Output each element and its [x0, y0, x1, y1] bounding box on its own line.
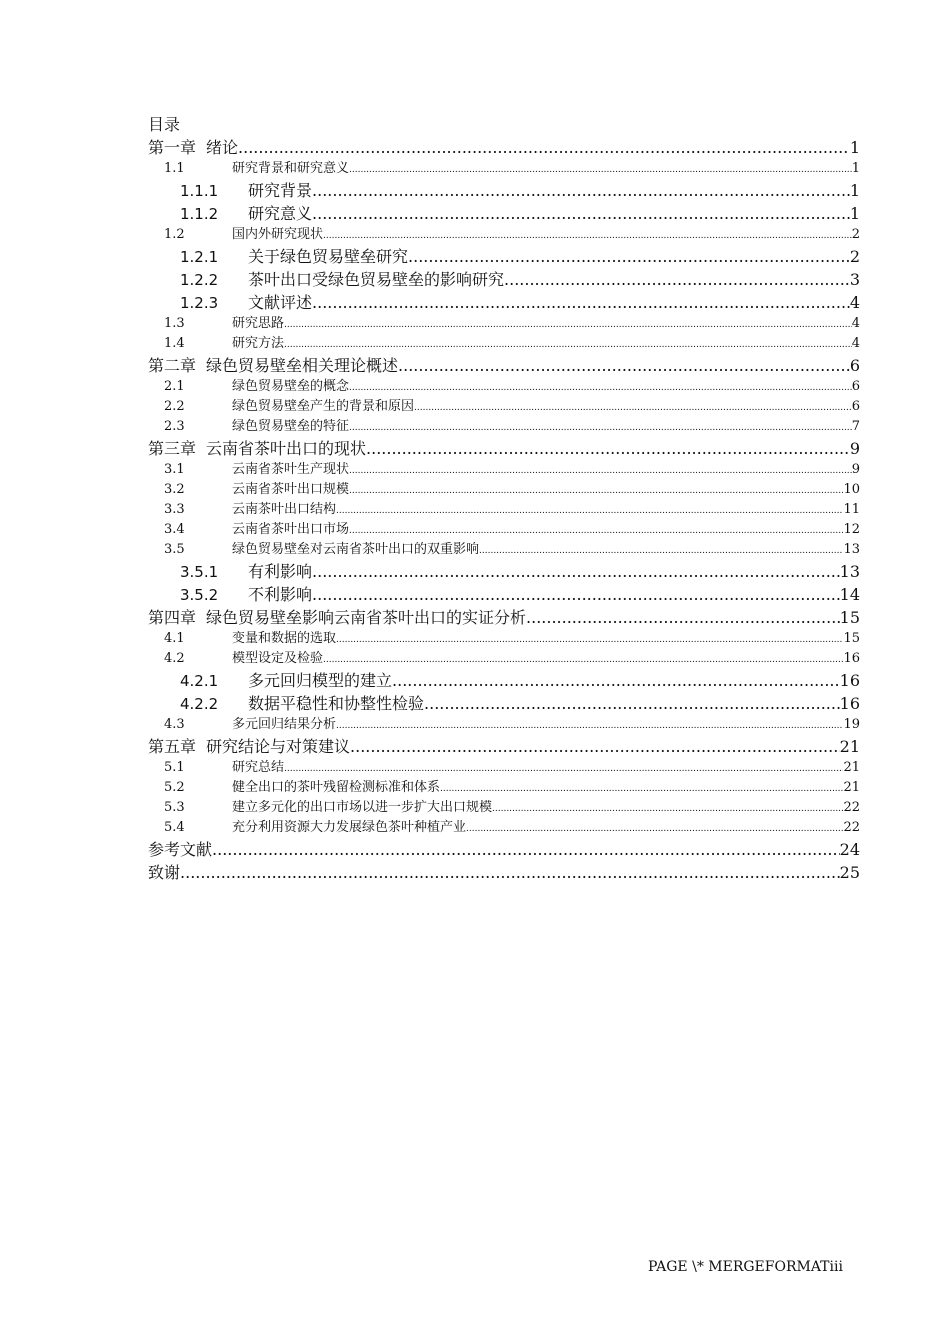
toc-entry[interactable] — [148, 480, 860, 500]
toc-entry-page-number: 16 — [839, 694, 860, 713]
toc-entry-title: 参考文献 — [148, 840, 213, 859]
dot-leader — [526, 606, 840, 629]
dot-leader — [312, 560, 840, 583]
table-of-contents — [148, 114, 860, 884]
dot-leader — [212, 838, 840, 861]
toc-entry[interactable] — [148, 397, 860, 417]
toc-entry[interactable] — [148, 500, 860, 520]
toc-entry-title: 绿色贸易壁垒的特征 — [232, 419, 350, 434]
toc-entry-number: 第一章 — [148, 138, 197, 157]
toc-entry-title: 云南省茶叶出口市场 — [232, 522, 350, 537]
toc-entry[interactable] — [148, 202, 860, 225]
toc-entry-page-number: 16 — [843, 651, 860, 666]
toc-entry[interactable] — [148, 606, 860, 629]
toc-entry[interactable] — [148, 560, 860, 583]
toc-entry-page-number: 16 — [839, 671, 860, 690]
toc-entry-number: 4.2.2 — [180, 695, 219, 713]
toc-entry-title: 绿色贸易壁垒产生的背景和原因 — [232, 399, 415, 414]
toc-entry-title: 绿色贸易壁垒影响云南省茶叶出口的实证分析 — [206, 608, 527, 627]
toc-entry[interactable] — [148, 417, 860, 437]
dot-leader — [408, 245, 850, 268]
dot-leader — [323, 650, 843, 669]
toc-entry-page-number: 12 — [843, 522, 860, 537]
toc-entry-page-number: 13 — [843, 542, 860, 557]
dot-leader — [349, 461, 852, 480]
toc-entry-page-number: 21 — [839, 737, 860, 756]
toc-entry-page-number: 3 — [849, 270, 860, 289]
dot-leader — [504, 268, 850, 291]
toc-entry-number: 5.2 — [164, 780, 185, 795]
toc-entry[interactable] — [148, 268, 860, 291]
toc-entry-title: 茶叶出口受绿色贸易壁垒的影响研究 — [248, 270, 505, 289]
toc-entry-title: 多元回归结果分析 — [232, 717, 337, 732]
toc-entry-number: 4.2 — [164, 651, 185, 666]
toc-entry-title: 模型设定及检验 — [232, 651, 324, 666]
toc-entry-title: 健全出口的茶叶残留检测标准和体系 — [232, 780, 441, 795]
toc-entry[interactable] — [148, 715, 860, 735]
toc-entry-title: 文献评述 — [248, 293, 313, 312]
toc-entry[interactable] — [148, 245, 860, 268]
toc-entry-page-number: 22 — [843, 820, 860, 835]
dot-leader — [312, 202, 850, 225]
toc-entry-number: 3.4 — [164, 522, 185, 537]
dot-leader — [284, 759, 843, 778]
toc-entry-title: 云南省茶叶出口的现状 — [206, 439, 367, 458]
toc-entry-number: 3.5.2 — [180, 586, 219, 604]
toc-entries — [148, 136, 860, 884]
toc-entry-title: 研究思路 — [232, 316, 285, 331]
toc-entry-page-number: 15 — [843, 631, 860, 646]
toc-entry[interactable] — [148, 291, 860, 314]
toc-entry-title: 研究背景 — [248, 181, 313, 200]
toc-entry-page-number: 4 — [849, 293, 860, 312]
toc-entry-page-number: 21 — [843, 760, 860, 775]
dot-leader — [284, 315, 852, 334]
toc-entry[interactable] — [148, 669, 860, 692]
dot-leader — [312, 291, 850, 314]
toc-entry[interactable] — [148, 758, 860, 778]
toc-entry-number: 4.3 — [164, 717, 185, 732]
toc-entry-page-number: 14 — [839, 585, 860, 604]
toc-entry[interactable] — [148, 437, 860, 460]
toc-entry-title: 不利影响 — [248, 585, 313, 604]
toc-entry-title: 绿色贸易壁垒的概念 — [232, 379, 350, 394]
dot-leader — [466, 819, 843, 838]
dot-leader — [284, 335, 852, 354]
dot-leader — [349, 521, 843, 540]
dot-leader — [479, 541, 843, 560]
toc-entry[interactable] — [148, 179, 860, 202]
toc-entry[interactable] — [148, 314, 860, 334]
dot-leader — [323, 226, 852, 245]
toc-entry-number: 第四章 — [148, 608, 197, 627]
toc-entry-page-number: 4 — [851, 336, 860, 351]
toc-entry-number: 1.2.1 — [180, 248, 219, 266]
dot-leader — [492, 799, 843, 818]
toc-entry[interactable] — [148, 692, 860, 715]
toc-entry-number: 5.4 — [164, 820, 185, 835]
toc-entry-number: 2.2 — [164, 399, 185, 414]
toc-entry-number: 第三章 — [148, 439, 197, 458]
toc-entry-number: 3.3 — [164, 502, 185, 517]
toc-entry-title: 绪论 — [206, 138, 239, 157]
toc-entry-page-number: 1 — [849, 204, 860, 223]
page-footer-field: PAGE \* MERGEFORMATiii — [648, 1259, 843, 1275]
toc-entry-number: 第二章 — [148, 356, 197, 375]
toc-entry[interactable] — [148, 136, 860, 159]
toc-entry[interactable] — [148, 649, 860, 669]
toc-entry[interactable] — [148, 354, 860, 377]
dot-leader — [398, 354, 850, 377]
toc-entry-number: 5.1 — [164, 760, 185, 775]
toc-entry-number: 第五章 — [148, 737, 197, 756]
toc-entry-title: 有利影响 — [248, 562, 313, 581]
toc-entry-number: 1.1.2 — [180, 205, 219, 223]
toc-entry-title: 研究意义 — [248, 204, 313, 223]
toc-entry-page-number: 9 — [851, 462, 860, 477]
toc-entry[interactable] — [148, 778, 860, 798]
toc-entry[interactable] — [148, 225, 860, 245]
dot-leader — [392, 669, 840, 692]
dot-leader — [180, 861, 840, 884]
toc-entry[interactable] — [148, 334, 860, 354]
toc-entry-page-number: 19 — [843, 717, 860, 732]
dot-leader — [312, 583, 840, 606]
dot-leader — [336, 501, 843, 520]
toc-entry[interactable] — [148, 838, 860, 861]
toc-entry-page-number: 6 — [851, 379, 860, 394]
toc-entry-title: 云南茶叶出口结构 — [232, 502, 337, 517]
toc-entry-number: 1.3 — [164, 316, 185, 331]
toc-entry-page-number: 7 — [851, 419, 860, 434]
toc-entry-number: 4.2.1 — [180, 672, 219, 690]
toc-entry[interactable] — [148, 735, 860, 758]
toc-entry-page-number: 2 — [851, 227, 860, 242]
toc-entry-title: 充分利用资源大力发展绿色茶叶种植产业 — [232, 820, 467, 835]
toc-entry-page-number: 1 — [849, 138, 860, 157]
dot-leader — [349, 418, 852, 437]
dot-leader — [336, 630, 843, 649]
toc-entry[interactable] — [148, 583, 860, 606]
toc-entry-page-number: 9 — [849, 439, 860, 458]
toc-entry-number: 3.1 — [164, 462, 185, 477]
toc-entry-title: 国内外研究现状 — [232, 227, 324, 242]
toc-entry[interactable] — [148, 159, 860, 179]
toc-entry-title: 云南省茶叶出口规模 — [232, 482, 350, 497]
dot-leader — [349, 481, 843, 500]
toc-entry-title: 研究背景和研究意义 — [232, 161, 350, 176]
toc-entry-page-number: 21 — [843, 780, 860, 795]
toc-entry[interactable] — [148, 798, 860, 818]
toc-entry-number: 3.2 — [164, 482, 185, 497]
toc-entry-title: 建立多元化的出口市场以进一步扩大出口规模 — [232, 800, 493, 815]
toc-entry-number: 1.2.2 — [180, 271, 219, 289]
toc-entry-page-number: 11 — [843, 502, 860, 517]
toc-entry-page-number: 25 — [839, 863, 860, 882]
toc-entry-number: 4.1 — [164, 631, 185, 646]
toc-entry-title: 云南省茶叶生产现状 — [232, 462, 350, 477]
dot-leader — [336, 716, 843, 735]
dot-leader — [312, 179, 850, 202]
toc-entry[interactable] — [148, 377, 860, 397]
toc-entry-title: 致谢 — [148, 863, 181, 882]
toc-entry-title: 绿色贸易壁垒相关理论概述 — [206, 356, 399, 375]
toc-entry[interactable] — [148, 520, 860, 540]
toc-entry-number: 3.5 — [164, 542, 185, 557]
dot-leader — [414, 398, 852, 417]
toc-entry-title: 关于绿色贸易壁垒研究 — [248, 247, 409, 266]
toc-entry[interactable] — [148, 861, 860, 884]
toc-entry-number: 2.1 — [164, 379, 185, 394]
toc-entry-title: 研究总结 — [232, 760, 285, 775]
toc-entry-number: 3.5.1 — [180, 563, 219, 581]
toc-entry-page-number: 6 — [849, 356, 860, 375]
toc-entry-number: 5.3 — [164, 800, 185, 815]
toc-entry[interactable] — [148, 540, 860, 560]
toc-entry-title: 变量和数据的选取 — [232, 631, 337, 646]
dot-leader — [349, 378, 852, 397]
toc-entry-title: 数据平稳性和协整性检验 — [248, 694, 425, 713]
toc-entry-title: 研究方法 — [232, 336, 285, 351]
dot-leader — [350, 735, 840, 758]
toc-entry[interactable] — [148, 818, 860, 838]
toc-entry[interactable] — [148, 629, 860, 649]
toc-entry-page-number: 6 — [851, 399, 860, 414]
toc-entry-page-number: 1 — [849, 181, 860, 200]
dot-leader — [366, 437, 850, 460]
toc-entry-page-number: 15 — [839, 608, 860, 627]
toc-entry-number: 1.4 — [164, 336, 185, 351]
toc-entry-title: 研究结论与对策建议 — [206, 737, 351, 756]
toc-entry-page-number: 13 — [839, 562, 860, 581]
toc-entry-number: 1.2.3 — [180, 294, 219, 312]
toc-entry-title: 多元回归模型的建立 — [248, 671, 393, 690]
dot-leader — [424, 692, 840, 715]
toc-entry-page-number: 1 — [851, 161, 860, 176]
toc-entry-page-number: 22 — [843, 800, 860, 815]
toc-entry-number: 1.2 — [164, 227, 185, 242]
dot-leader — [349, 160, 852, 179]
toc-entry-page-number: 10 — [843, 482, 860, 497]
toc-entry-page-number: 4 — [851, 316, 860, 331]
toc-entry-number: 2.3 — [164, 419, 185, 434]
toc-entry-number: 1.1.1 — [180, 182, 219, 200]
dot-leader — [238, 136, 850, 159]
toc-entry-page-number: 2 — [849, 247, 860, 266]
dot-leader — [440, 779, 843, 798]
toc-title: 目录 — [148, 115, 181, 134]
toc-entry-title: 绿色贸易壁垒对云南省茶叶出口的双重影响 — [232, 542, 480, 557]
toc-entry[interactable] — [148, 460, 860, 480]
toc-entry-page-number: 24 — [839, 840, 860, 859]
toc-entry-number: 1.1 — [164, 161, 185, 176]
